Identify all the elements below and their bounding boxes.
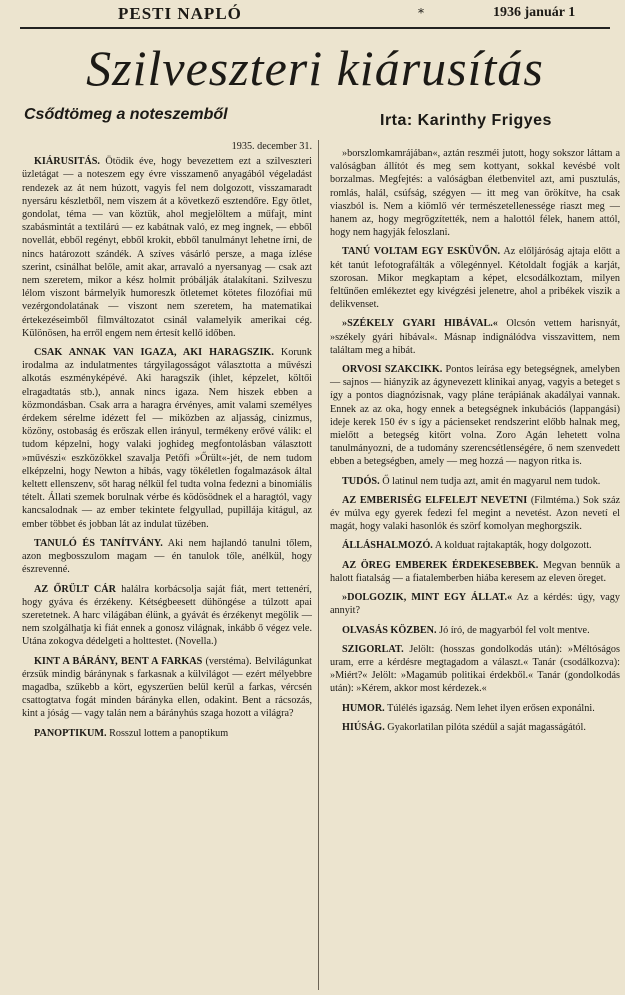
article-paragraph: [330, 643, 620, 696]
article-paragraph: [330, 147, 620, 239]
paragraph-lead: OLVASÁS KÖZBEN.: [342, 624, 437, 636]
paragraph-text: Ő latinul nem tudja azt, amit én magyarul nem tudok.: [379, 475, 601, 487]
paragraph-text: »borszlomkamrájában«, aztán reszméi jutott, hogy sokszor láttam a valóságban állítót és meg sem kottyant, sokkal kevésbé volt borzalmas. Megfejtés: a valóságban életbenvitel azt, ami pusztulás, romlás, halál, csúfság, szégyen — itt meg van örökítve, ha csak viaszból is. Nem a kiömlő vér természetellenessége riaszt meg — hanem az, hogy megrögzítették, nem a halottól félek, hanem attól, hogy nem hagyják feloszlani.: [330, 148, 620, 239]
article-paragraph: [22, 537, 312, 577]
paragraph-text: Korunk irodalma az indulatmentes tárgyilagosságot választotta a művészi alkotás eszményképévé. Aki haragszik (ihlet, képzelet, költői elragadtatás stb.), annak nincs igaza. Nem hiszek ebben a közmondásban. Csak arra a haragra érvényes, amit valami személyes érdekem sérelme idézett fel — miközben az aljasság, cinizmus, közöny, ostobaság és erőszak ellen irányul, termékeny erővé válik: el tudom képzelni, hogy valaki joghideg megfontolásban választott »művészi« eszközökkel szavalja Petőfi »Őrült«-jét, de nem tudom elképzelni, hogy Newton a hibás, vagy tökéletlen fogalmazások által keltett ellenszenv, sőt harag nélkül fel tudta volna fedezni a binomiális tételt. Állati szemek borulnak vérbe és ködösödnek el a haragtól, vagy kancsalodnak — az ember tekintete felgyullad, pupillája kitágul, az ember többet és jobban lát az indulat tüzében.: [22, 347, 312, 530]
byline: Irta: Karinthy Frigyes: [380, 112, 552, 129]
article-paragraph: [22, 727, 312, 740]
newspaper-name: PESTI NAPLÓ: [118, 4, 242, 23]
paragraph-lead: KIÁRUSITÁS.: [34, 156, 100, 168]
paragraph-lead: AZ EMBERISÉG ELFELEJT NEVETNI: [342, 494, 528, 506]
article-paragraph: [22, 346, 312, 531]
paragraph-lead: AZ ŐRÜLT CÁR: [34, 583, 116, 595]
dateline: 1935. december 31.: [231, 141, 312, 152]
article-paragraph: [330, 475, 620, 488]
paragraph-lead: »SZÉKELY GYARI HIBÁVAL.«: [342, 318, 498, 330]
paragraph-lead: SZIGORLAT.: [342, 643, 404, 655]
paragraph-lead: »DOLGOZIK, MINT EGY ÁLLAT.«: [342, 592, 513, 604]
paragraph-text: Az a kérdés: úgy, vagy annyit?: [330, 592, 620, 617]
paragraph-text: Ötödik éve, hogy bevezettem ezt a szilveszteri üzletágat — a noteszem egy évre visszamenő anyagából végeladást rendezek az át nem húzott, vagyis fel nem dolgozott, visszamaradt nyersáru készletből, nem viszem át a következő esztendőre. Egy ötlet, gondolat, téma — van köztük, ahol megjelöltem a műfajt, mint szabásmintát a textilárú — ez kabátnak való, ez meg ingnek, — ebből novellát, ebből regényt, ebből krokit, ebből tanulmányt lehetne írni, de nincs határozott szándék. A szíves vásárló persze, a maga ízlése szerint, csinálhat belőle, amit akar, arravaló a nyersanyag — csak azt nem szeretem, mikor a kész holmit próbálják átalakítani. Szilveszu lélom viszont bármelyik humoreszk ötletemet kötetes filozófiai mű vezérgondolatának — viszont nem szeretem, ha matematikai értekezéseimből filmváltozatot csinál valamelyik amerikai cég. Különösen, ha erről engem nem értesít kellő időben.: [22, 156, 312, 339]
page-header: [0, 0, 625, 32]
paragraph-lead: AZ ÖREG EMBEREK ÉRDEKESEBBEK.: [342, 559, 539, 571]
right-column: [330, 147, 620, 740]
article-paragraph: [330, 559, 620, 585]
article-paragraph: [330, 721, 620, 734]
paragraph-lead: ORVOSI SZAKCIKK.: [342, 364, 443, 376]
article-paragraph: [330, 245, 620, 311]
paragraph-text: halálra korbácsolja saját fiát, mert tettenérí, hogy gyáva és érzékeny. Kétségbeesett dühöngése a túlzott apai szeretetnek. A harc világában élünk, a gyávát és érzékenyt megölik — nem szolgálhatja ki fiát ennek a gonosz világnak, inkább ő végez vele. Utána zokogva dédelgeti a holttestet. (Novella.): [22, 583, 312, 648]
article-paragraph: [330, 317, 620, 357]
article-paragraph: [330, 363, 620, 469]
left-column: [22, 140, 312, 746]
headline: Szilveszteri kiárusítás: [86, 40, 544, 96]
paragraph-text: Olcsón vettem harisnyát, »székely gyári hibával«. Másnap indignálódva visszavittem, nem találtam meg a hibát.: [330, 318, 620, 356]
subtitle: Csődtömeg a noteszemből: [24, 106, 228, 123]
article-paragraph: [330, 624, 620, 637]
paragraph-text: Megvan bennük a halott fiatalság — a fiatalemberben hiába keresem az eleven öreget.: [330, 559, 620, 584]
paragraph-text: Túlélés igazság. Nem lehet ilyen erősen exponálni.: [384, 702, 595, 714]
paragraph-lead: HUMOR.: [342, 702, 385, 714]
header-rule: [20, 27, 610, 29]
column-divider: [318, 140, 319, 990]
article-paragraph: [330, 591, 620, 617]
paragraph-text: Jelölt: (hosszas gondolkodás után): »Méltóságos uram, erre a kérdésre megtagadom a választ.« Tanár (csodálkozva): »Miért?« Jelölt: »Magamúb politikai érdekből.« Tanár (gondolkodás után): »Kérem, akkor most kérdezek.«: [330, 643, 620, 695]
paragraph-lead: HIÚSÁG.: [342, 721, 385, 733]
article-paragraph: [330, 494, 620, 534]
paragraph-text: Rosszul lottem a panoptikum: [106, 727, 229, 739]
paragraph-lead: CSAK ANNAK VAN IGAZA, AKI HARAGSZIK.: [34, 347, 274, 359]
paragraph-text: Az előljáróság ajtaja előtt a két tanút lefotografálták a vőlegénnyel. Kétoldalt fogják a karját, szorosan. Mikor megkaptam a képet, elcsodálkoztam, milyen feltűnően emlékeztet egy kivégzési jelenetre, ahol a pribékek viszik a delikvenset.: [330, 246, 620, 311]
paragraph-lead: TANÚ VOLTAM EGY ESKÜVŐN.: [342, 246, 501, 258]
article-paragraph: [22, 155, 312, 340]
paragraph-lead: TANULÓ ÉS TANÍTVÁNY.: [34, 537, 163, 549]
paragraph-text: A kolduat rajtakapták, hogy dolgozott.: [432, 540, 592, 552]
paragraph-text: (verstéma). Belvilágunkat érzsük mindig báránynak s farkasnak a külvilágot — ezért mélyebbre magadba, szűkebb a kört, egyszerűen belül kerül a farkas, vércsén csattogtatva fogát minden bárányka ellen, odakint. Bent a rácsozás, kint a jóság — vagy talán nem a bárányhús szaga hozott a világra?: [22, 655, 312, 720]
header-star: *: [418, 6, 424, 20]
article-paragraph: [22, 655, 312, 721]
paragraph-text: Pontos leírása egy betegségnek, amelyben — sajnos — hiányzik az ágynevezett klinikai anyag, vagyis a beteget s így a pontos diagnózisnak, vagy pláne terápiának akadályai vannak. Ennek az az oka, hogy ennek a betegségnek inkubációs (lappangási) ideje kerek 150 év s így a pácienseket rendszerint előbb halnak meg, mielőtt a betegség kitört volna. Zoro Agán lehetett volna tanulmányozni, de a tudomány szerencsétlenségére, ő nem szenvedett ebben a betegségben, amely — meg hozzá — nagyon ritka is.: [330, 364, 620, 468]
article-paragraph: [22, 583, 312, 649]
paragraph-text: Aki nem hajlandó tanulni tőlem, azon megbosszulom magam — én tanulok tőle, anélkül, hogy észrevenné.: [22, 537, 312, 576]
paragraph-lead: ÁLLÁSHALMOZÓ.: [342, 540, 433, 552]
paragraph-lead: TUDÓS.: [342, 475, 380, 487]
paragraph-lead: KINT A BÁRÁNY, BENT A FARKAS: [34, 655, 203, 667]
paragraph-lead: PANOPTIKUM.: [34, 727, 107, 739]
article-paragraph: [330, 702, 620, 715]
paragraph-text: Jó író, de magyarból fel volt mentve.: [436, 624, 590, 636]
paragraph-text: (Filmtéma.) Sok száz év múlva egy gyerek fedezi fel megint a nevetést. Azon nevetí el magát, hogy valaki hasonlók és szörf komolyan meghorgszik.: [330, 494, 621, 533]
issue-date: 1936 január 1: [493, 5, 576, 20]
paragraph-text: Gyakorlatilan pilóta szédül a saját magasságától.: [384, 721, 586, 733]
article-paragraph: [330, 539, 620, 552]
